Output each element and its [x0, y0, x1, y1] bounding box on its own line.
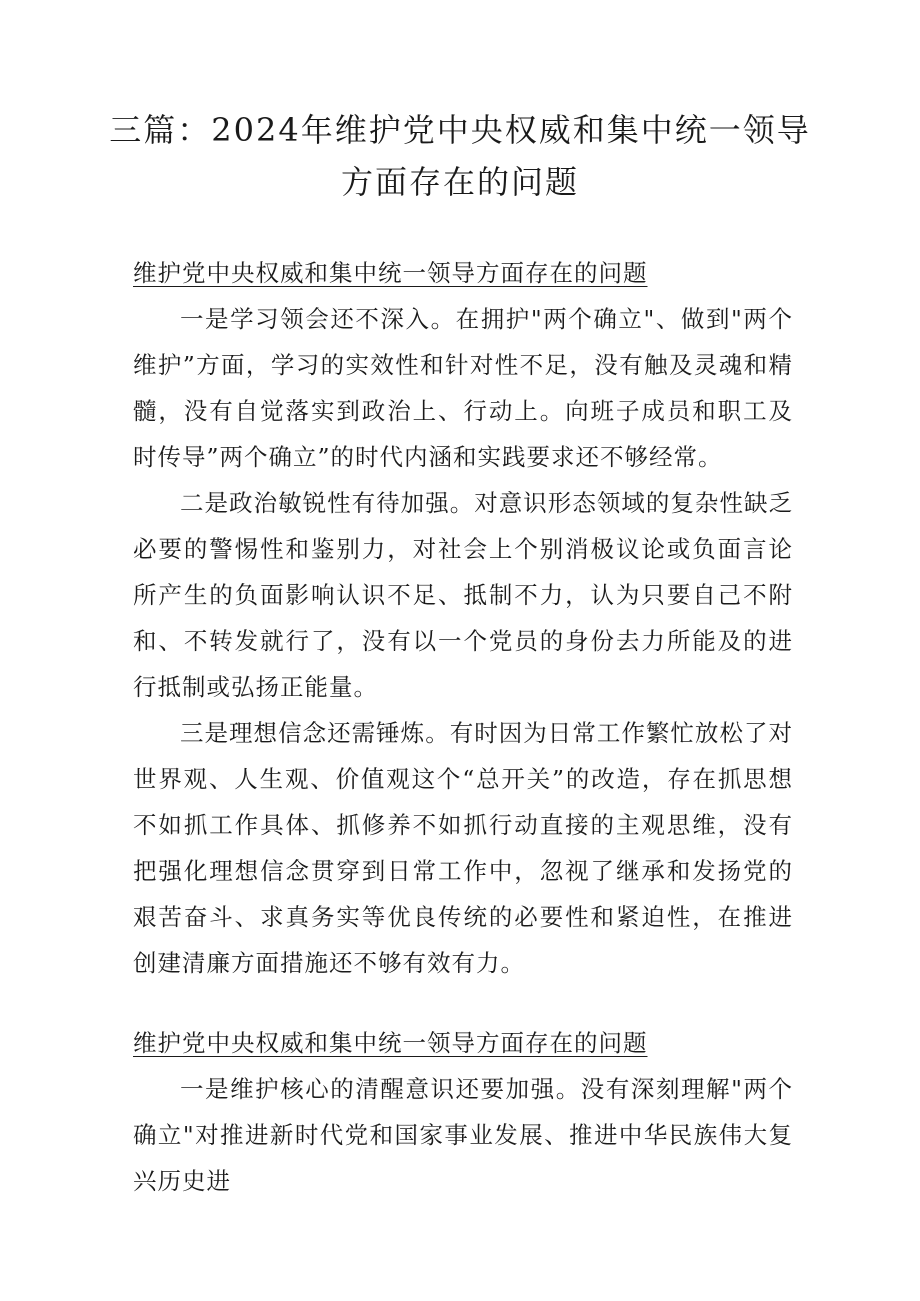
- section-2: [133, 1020, 793, 1204]
- paragraph: 一是维护核心的清醒意识还要加强。没有深刻理解"两个确立"对推进新时代党和国家事业发展、推进中华民族伟大复兴历史进: [133, 1075, 793, 1195]
- document-title: 三篇：2024年维护党中央权威和集中统一领导方面存在的问题: [109, 111, 811, 201]
- paragraph: 一是学习领会还不深入。在拥护"两个确立"、做到"两个维护”方面，学习的实效性和针对性不足，没有触及灵魂和精髓，没有自觉落实到政治上、行动上。向班子成员和职工及时传导”两个确立”的时代内涵和实践要求还不够经常。: [133, 305, 793, 471]
- paragraph: 二是政治敏锐性有待加强。对意识形态领域的复杂性缺乏必要的警惕性和鉴别力，对社会上个别消极议论或负面言论所产生的负面影响认识不足、抵制不力，认为只要自己不附和、不转发就行了，没有以一个党员的身份去力所能及的进行抵制或弘扬正能量。: [133, 489, 793, 701]
- section-heading: 维护党中央权威和集中统一领导方面存在的问题: [133, 259, 648, 287]
- paragraph: 三是理想信念还需锤炼。有时因为日常工作繁忙放松了对世界观、人生观、价值观这个“总开关”的改造，存在抓思想不如抓工作具体、抓修养不如抓行动直接的主观思维，没有把强化理想信念贯穿到日常工作中，忽视了继承和发扬党的艰苦奋斗、求真务实等优良传统的必要性和紧迫性，在推进创建清廉方面措施还不够有效有力。: [133, 719, 793, 977]
- section-1: [133, 250, 793, 986]
- section-heading: 维护党中央权威和集中统一领导方面存在的问题: [133, 1029, 648, 1057]
